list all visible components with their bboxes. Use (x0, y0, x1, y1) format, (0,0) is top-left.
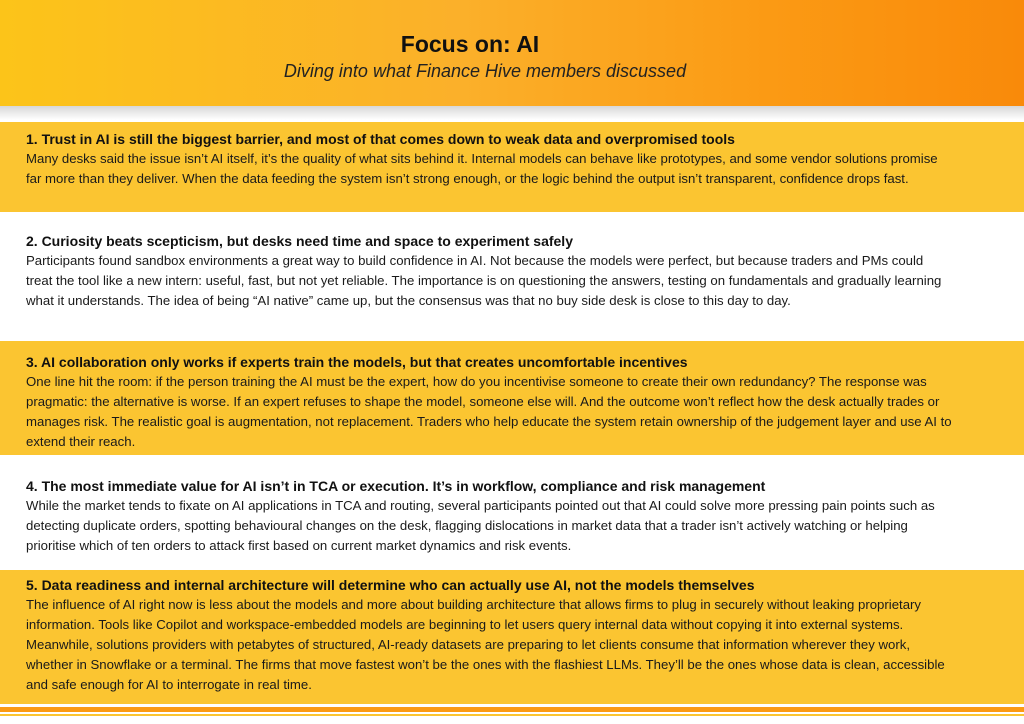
section-3 (0, 341, 1024, 455)
section-body: While the market tends to fixate on AI applications in TCA and routing, several participants pointed out that AI could solve more pressing pain points such as detecting duplicate orders, spotting behavioural changes on the desk, flagging dislocations in market data that a trader isn’t actively watching or helping prioritise which of ten orders to attack first based on current market dynamics and risk events. (26, 498, 935, 553)
section-2 (0, 226, 1024, 332)
section-body: The influence of AI right now is less about the models and more about building architecture that allows firms to plug in securely without leaking proprietary information. Tools like Copilot and workspace-embedded models are beginning to let users query internal data without copying it into external systems. Meanwhile, solutions providers with petabytes of structured, AI-ready datasets are preparing to let clients consume that information wherever they work, whether in Snowflake or a terminal. The firms that move fastest won’t be the ones with the flashiest LLMs. They’ll be the ones whose data is clean, accessible and safe enough for AI to interrogate in real time. (26, 597, 945, 692)
header-banner (0, 0, 1024, 106)
section-4 (0, 467, 1024, 559)
footer-line (0, 714, 1024, 716)
section-heading: 3. AI collaboration only works if experts train the models, but that creates uncomfortable incentives (26, 354, 688, 370)
section-body: Participants found sandbox environments a great way to build confidence in AI. Not because the models were perfect, but because traders and PMs could treat the tool like a new intern: useful, fast, but not yet reliable. The importance is on questioning the answers, testing on fundamentals and gradually learning what it understands. The idea of being “AI native” came up, but the consensus was that no buy side desk is close to this day to day. (26, 253, 942, 308)
page-title: Focus on: AI (400, 31, 540, 57)
section-heading: 5. Data readiness and internal architecture will determine who can actually use AI, not the models themselves (26, 577, 755, 593)
section-heading: 4. The most immediate value for AI isn’t in TCA or execution. It’s in workflow, compliance and risk management (26, 478, 766, 494)
section-1 (0, 122, 1024, 212)
section-5 (0, 570, 1024, 704)
header-shadow (0, 106, 1024, 120)
section-heading: 2. Curiosity beats scepticism, but desks need time and space to experiment safely (26, 233, 573, 249)
section-body: One line hit the room: if the person training the AI must be the expert, how do you incentivise someone to create their own redundancy? The response was pragmatic: the alternative is worse. If an expert refuses to shape the model, someone else will. And the outcome won’t reflect how the desk actually trades or manages risk. The realistic goal is augmentation, not replacement. Traders who help educate the system retain ownership of the judgement layer and use AI to extend their reach. (26, 374, 952, 449)
page-subtitle: Diving into what Finance Hive members discussed (283, 61, 687, 81)
section-heading: 1. Trust in AI is still the biggest barrier, and most of that comes down to weak data and overpromised tools (26, 131, 735, 147)
section-body: Many desks said the issue isn’t AI itself, it’s the quality of what sits behind it. Internal models can behave like prototypes, and some vendor solutions promise far more than they deliver. When the data feeding the system isn’t strong enough, or the logic behind the output isn’t transparent, confidence drops fast. (26, 151, 938, 186)
footer-bar (0, 707, 1024, 712)
